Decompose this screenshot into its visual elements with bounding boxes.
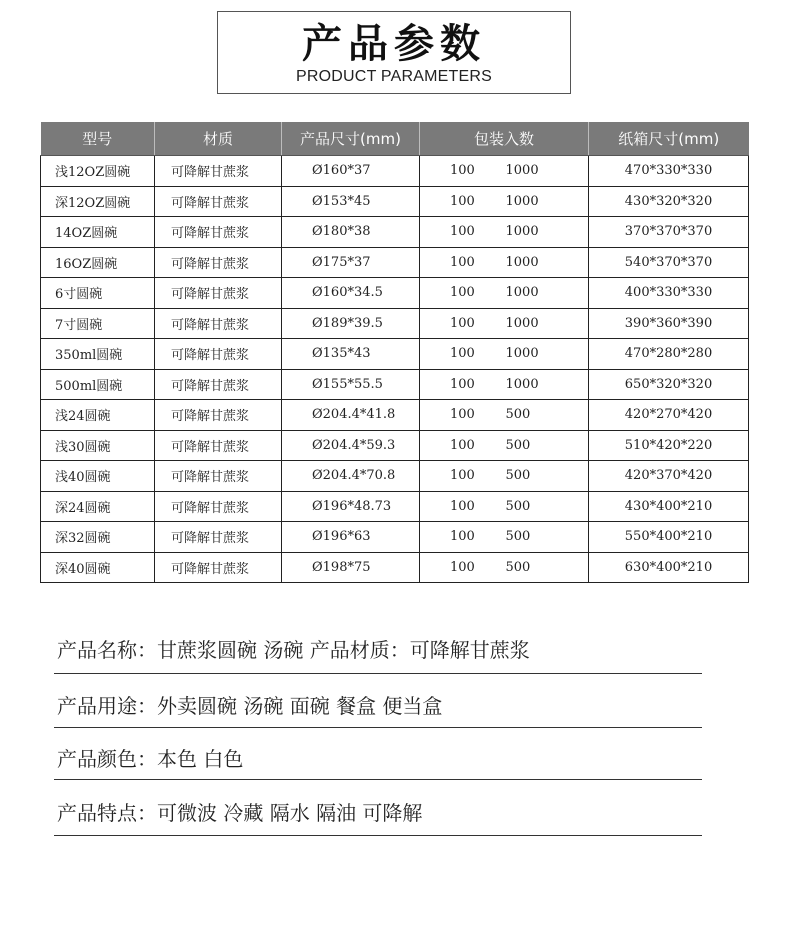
title-box	[217, 11, 571, 94]
table-row	[41, 217, 749, 248]
table-row	[41, 156, 749, 187]
divider	[54, 727, 702, 728]
header-material: 材质	[155, 122, 282, 156]
cell-inner-qty: 100	[420, 247, 500, 278]
table-body	[41, 156, 749, 583]
divider	[54, 779, 702, 780]
parameters-table	[40, 122, 749, 583]
cell-carton-size: 540*370*370	[589, 247, 749, 278]
cell-inner-qty: 100	[420, 339, 500, 370]
cell-carton-qty: 1000	[500, 369, 589, 400]
cell-model: 350ml圆碗	[41, 339, 155, 370]
table-row	[41, 278, 749, 309]
table-row	[41, 369, 749, 400]
cell-material: 可降解甘蔗浆	[155, 369, 282, 400]
cell-carton-qty: 500	[500, 522, 589, 553]
table-row	[41, 247, 749, 278]
table-row	[41, 430, 749, 461]
info-name-material: 产品名称：甘蔗浆圆碗 汤碗 产品材质：可降解甘蔗浆	[57, 638, 530, 662]
cell-size: Ø135*43	[282, 339, 420, 370]
cell-inner-qty: 100	[420, 156, 500, 187]
cell-inner-qty: 100	[420, 308, 500, 339]
cell-carton-qty: 500	[500, 552, 589, 583]
cell-size: Ø189*39.5	[282, 308, 420, 339]
table-row	[41, 186, 749, 217]
header-model: 型号	[41, 122, 155, 156]
cell-material: 可降解甘蔗浆	[155, 400, 282, 431]
header-size: 产品尺寸(mm)	[282, 122, 420, 156]
page-title: 产品参数	[302, 20, 486, 67]
cell-carton-qty: 1000	[500, 156, 589, 187]
cell-size: Ø196*48.73	[282, 491, 420, 522]
cell-carton-size: 650*320*320	[589, 369, 749, 400]
header-pack-qty: 包装入数	[420, 122, 589, 156]
cell-carton-qty: 500	[500, 461, 589, 492]
cell-inner-qty: 100	[420, 522, 500, 553]
cell-size: Ø204.4*70.8	[282, 461, 420, 492]
cell-model: 14OZ圆碗	[41, 217, 155, 248]
cell-model: 深24圆碗	[41, 491, 155, 522]
cell-inner-qty: 100	[420, 217, 500, 248]
cell-material: 可降解甘蔗浆	[155, 491, 282, 522]
cell-size: Ø204.4*41.8	[282, 400, 420, 431]
cell-inner-qty: 100	[420, 369, 500, 400]
cell-size: Ø160*34.5	[282, 278, 420, 309]
table-row	[41, 308, 749, 339]
table-row	[41, 461, 749, 492]
cell-material: 可降解甘蔗浆	[155, 186, 282, 217]
cell-inner-qty: 100	[420, 400, 500, 431]
cell-carton-size: 550*400*210	[589, 522, 749, 553]
cell-model: 7寸圆碗	[41, 308, 155, 339]
cell-carton-size: 390*360*390	[589, 308, 749, 339]
cell-carton-size: 420*370*420	[589, 461, 749, 492]
table-row	[41, 552, 749, 583]
cell-size: Ø180*38	[282, 217, 420, 248]
cell-material: 可降解甘蔗浆	[155, 339, 282, 370]
cell-carton-qty: 1000	[500, 247, 589, 278]
cell-carton-size: 430*320*320	[589, 186, 749, 217]
cell-material: 可降解甘蔗浆	[155, 278, 282, 309]
cell-material: 可降解甘蔗浆	[155, 217, 282, 248]
cell-material: 可降解甘蔗浆	[155, 308, 282, 339]
cell-model: 深12OZ圆碗	[41, 186, 155, 217]
cell-model: 浅40圆碗	[41, 461, 155, 492]
cell-carton-qty: 500	[500, 400, 589, 431]
cell-model: 浅24圆碗	[41, 400, 155, 431]
header-carton-size: 纸箱尺寸(mm)	[589, 122, 749, 156]
cell-inner-qty: 100	[420, 186, 500, 217]
cell-inner-qty: 100	[420, 461, 500, 492]
info-color: 产品颜色：本色 白色	[57, 747, 244, 771]
cell-model: 浅30圆碗	[41, 430, 155, 461]
cell-carton-size: 510*420*220	[589, 430, 749, 461]
cell-carton-size: 470*280*280	[589, 339, 749, 370]
table-row	[41, 491, 749, 522]
cell-inner-qty: 100	[420, 552, 500, 583]
cell-size: Ø175*37	[282, 247, 420, 278]
cell-material: 可降解甘蔗浆	[155, 522, 282, 553]
cell-model: 16OZ圆碗	[41, 247, 155, 278]
cell-carton-size: 420*270*420	[589, 400, 749, 431]
info-usage: 产品用途：外卖圆碗 汤碗 面碗 餐盒 便当盒	[57, 694, 443, 718]
cell-inner-qty: 100	[420, 278, 500, 309]
cell-size: Ø153*45	[282, 186, 420, 217]
divider	[54, 673, 702, 674]
cell-model: 浅12OZ圆碗	[41, 156, 155, 187]
cell-carton-qty: 500	[500, 491, 589, 522]
cell-size: Ø198*75	[282, 552, 420, 583]
cell-carton-size: 400*330*330	[589, 278, 749, 309]
divider	[54, 835, 702, 836]
cell-material: 可降解甘蔗浆	[155, 430, 282, 461]
cell-size: Ø204.4*59.3	[282, 430, 420, 461]
cell-size: Ø155*55.5	[282, 369, 420, 400]
cell-material: 可降解甘蔗浆	[155, 156, 282, 187]
table-row	[41, 522, 749, 553]
cell-carton-size: 430*400*210	[589, 491, 749, 522]
cell-carton-size: 470*330*330	[589, 156, 749, 187]
cell-model: 500ml圆碗	[41, 369, 155, 400]
cell-carton-size: 370*370*370	[589, 217, 749, 248]
cell-carton-qty: 1000	[500, 308, 589, 339]
cell-carton-qty: 1000	[500, 217, 589, 248]
cell-carton-size: 630*400*210	[589, 552, 749, 583]
table-row	[41, 400, 749, 431]
table-row	[41, 339, 749, 370]
page-subtitle: PRODUCT PARAMETERS	[296, 68, 492, 85]
info-features: 产品特点：可微波 冷藏 隔水 隔油 可降解	[57, 801, 423, 825]
cell-model: 深40圆碗	[41, 552, 155, 583]
cell-carton-qty: 1000	[500, 339, 589, 370]
cell-model: 深32圆碗	[41, 522, 155, 553]
cell-size: Ø160*37	[282, 156, 420, 187]
cell-carton-qty: 1000	[500, 278, 589, 309]
cell-size: Ø196*63	[282, 522, 420, 553]
cell-material: 可降解甘蔗浆	[155, 461, 282, 492]
cell-inner-qty: 100	[420, 430, 500, 461]
cell-material: 可降解甘蔗浆	[155, 552, 282, 583]
cell-inner-qty: 100	[420, 491, 500, 522]
cell-model: 6寸圆碗	[41, 278, 155, 309]
table-header-row	[41, 122, 749, 156]
cell-material: 可降解甘蔗浆	[155, 247, 282, 278]
cell-carton-qty: 500	[500, 430, 589, 461]
cell-carton-qty: 1000	[500, 186, 589, 217]
